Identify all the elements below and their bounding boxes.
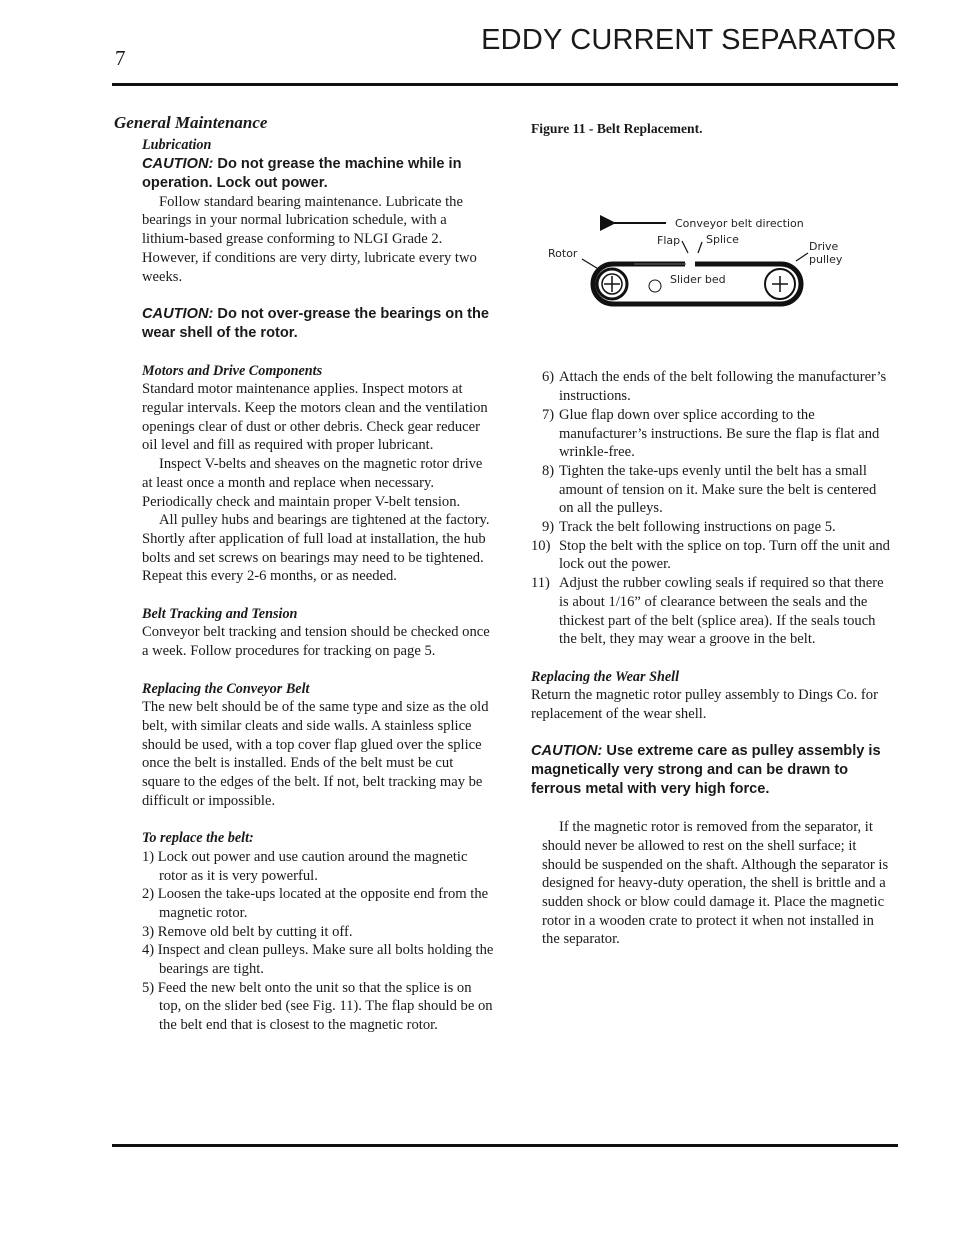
caution-over-grease	[142, 305, 494, 343]
list-item: 9) Track the belt following instructions on page 5.	[542, 519, 836, 536]
replace-steps-list	[142, 848, 494, 1035]
figure-label-direction: Conveyor belt direction	[675, 216, 804, 230]
list-item: 7) Glue flap down over splice according to the manufacturer’s instructions. Be sure the flap is flat and wrinkle-free.	[542, 406, 880, 461]
caution-label: CAUTION:	[142, 305, 214, 322]
list-item: 10) Stop the belt with the splice on top. Turn off the unit and lock out the power.	[531, 537, 890, 573]
left-column	[114, 112, 494, 1035]
replacing-belt-heading: Replacing the Conveyor Belt	[142, 680, 310, 697]
caution-text: Use extreme care as pulley assembly is magnetically very strong and can be drawn to ferrous metal with very high force.	[531, 743, 881, 798]
figure-label-splice: Splice	[706, 232, 739, 246]
list-item: 6) Attach the ends of the belt following the manufacturer’s instructions.	[542, 369, 887, 405]
page-number: 7	[115, 46, 126, 70]
motors-paragraph-3: All pulley hubs and bearings are tightened at the factory. Shortly after application of full load at installation, the hub bolts and set screws on bearings may need to be tightened. Repeat this every 2-6 months, or as needed.	[142, 512, 490, 585]
figure-label-slider-bed: Slider bed	[670, 272, 726, 286]
motors-paragraph-1: Standard motor maintenance applies. Inspect motors at regular intervals. Keep the motors clean and the ventilation openings clear of dust or other debris. Check gear reducer oil level and fill as required with proper lubricant.	[142, 381, 488, 454]
list-item: 4) Inspect and clean pulleys. Make sure all bolts holding the bearings are tight.	[142, 942, 494, 978]
motors-heading: Motors and Drive Components	[142, 362, 323, 379]
tracking-body: Conveyor belt tracking and tension should be checked once a week. Follow procedures for tracking on page 5.	[142, 624, 490, 660]
belt-replacement-figure	[518, 187, 848, 319]
wear-shell-heading: Replacing the Wear Shell	[531, 668, 680, 685]
list-item: 2) Loosen the take-ups located at the opposite end from the magnetic rotor.	[142, 886, 489, 921]
tracking-heading: Belt Tracking and Tension	[142, 605, 298, 622]
figure-caption: Figure 11 - Belt Replacement.	[531, 121, 703, 136]
caution-text: Do not grease the machine while in operation. Lock out power.	[142, 155, 462, 191]
page-title: EDDY CURRENT SEPARATOR	[481, 24, 897, 56]
figure-label-drive: Drive	[809, 239, 839, 253]
caution-text: Do not over-grease the bearings on the wear shell of the rotor.	[142, 305, 490, 341]
replacing-belt-body: The new belt should be of the same type and size as the old belt, with similar cleats and side walls. A stainless splice should be used, with a top cover flap glued over the splice once the belt is installed. Ends of the belt must be cut square to the edges of the belt. If not, belt tracking may be difficult or impossible.	[142, 699, 489, 809]
lubrication-body: Follow standard bearing maintenance. Lubricate the bearings in your normal lubrication schedule, with a lithium-based grease conforming to NLGI Grade 2. However, if conditions are very dirty, lubricate every two weeks.	[142, 193, 477, 285]
rotor-removal-paragraph: If the magnetic rotor is removed from the separator, it should never be allowed to rest on the shell surface; it should be suspended on the shaft. Although the separator is designed for heavy-duty operation, the shell is brittle and a sudden shock or blow could damage it. Place the magnetic rotor in a wooden crate to protect it when not installed in the separator.	[542, 819, 889, 948]
replace-steps-continued	[531, 368, 893, 649]
figure-label-rotor: Rotor	[548, 246, 578, 260]
list-item: 11) Adjust the rubber cowling seals if required so that there is about 1/16” of clearance between the seals and the thickest part of the belt (splice area). If the seals touch the belt, they may wear a groove in the belt.	[531, 575, 884, 648]
lubrication-heading: Lubrication	[142, 137, 212, 153]
section-title: General Maintenance	[114, 113, 268, 132]
list-item: 1) Lock out power and use caution around the magnetic rotor as it is very powerful.	[142, 848, 468, 884]
footer-divider	[112, 1144, 898, 1147]
to-replace-heading: To replace the belt:	[142, 830, 254, 847]
list-item: 8) Tighten the take-ups evenly until the belt has a small amount of tension on it. Make sure the belt is centered on all the pulleys.	[542, 462, 877, 517]
header-divider	[112, 83, 898, 86]
list-item: 5) Feed the new belt onto the unit so that the splice is on top, on the slider bed (see Fig. 11). The flap should be on the belt end that is closest to the magnetic rotor.	[142, 979, 493, 1034]
list-item: 3) Remove old belt by cutting it off.	[142, 923, 353, 940]
figure-label-flap: Flap	[657, 233, 681, 247]
wear-shell-body: Return the magnetic rotor pulley assembly to Dings Co. for replacement of the wear shell.	[531, 687, 878, 723]
right-column	[531, 120, 893, 949]
caution-label: CAUTION:	[531, 743, 603, 760]
figure-label-pulley: pulley	[809, 252, 843, 266]
motors-paragraph-2: Inspect V-belts and sheaves on the magnetic rotor drive at least once a month and replace when necessary. Periodically check and maintain proper V-belt tension.	[142, 456, 483, 510]
caution-label: CAUTION:	[142, 155, 214, 172]
caution-grease	[142, 155, 494, 193]
caution-magnetic	[531, 742, 893, 799]
